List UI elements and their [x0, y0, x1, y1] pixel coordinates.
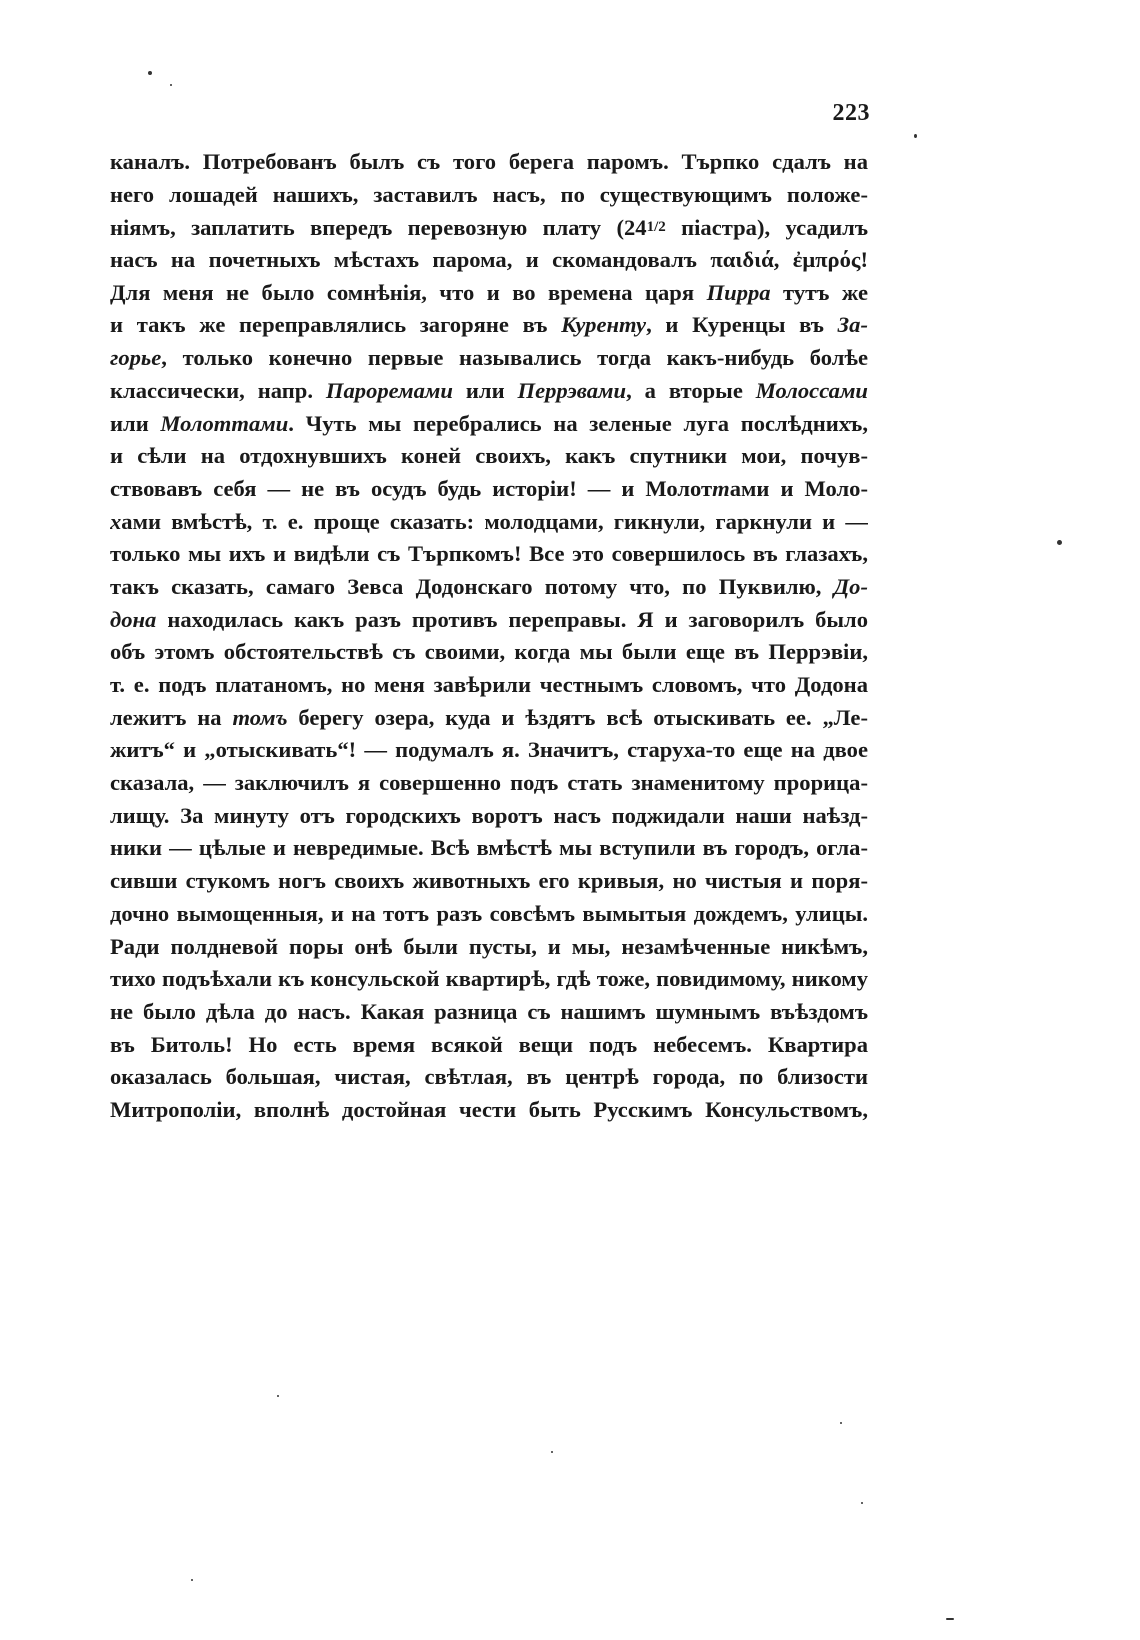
italic-name: горье: [110, 345, 162, 371]
text-line: [110, 342, 868, 375]
page-number: 223: [832, 100, 870, 126]
text-run: въ Битоль! Но есть время всякой вещи подъ небесемъ. Квартира: [110, 1031, 868, 1057]
text-run: находилась какъ разъ противъ переправы. Я и заговорилъ было: [156, 606, 868, 632]
text-run: лищу. За минуту отъ городскихъ воротъ насъ поджидали наши наѣзд-: [110, 802, 868, 828]
italic-name: дона: [110, 606, 157, 632]
text-run: ніямъ, заплатить впередъ перевозную плату (24: [110, 215, 647, 241]
italic-letter: х: [110, 508, 122, 534]
fraction: 1/2: [646, 219, 666, 236]
text-run: него лошадей нашихъ, заставилъ насъ, по существующимъ положе-: [110, 181, 868, 207]
text-run: ствовавъ себя — не въ осудъ будь исторіи! — и Молот: [110, 475, 713, 501]
text-run: берегу озера, куда и ѣздятъ всѣ отыскивать ее. „Ле-: [287, 704, 868, 730]
text-run: Митрополіи, вполнѣ достойная чести быть Русскимъ Консульствомъ,: [110, 1096, 868, 1122]
text-line: [110, 211, 868, 244]
text-line: [110, 734, 868, 767]
text-run: Для меня не было сомнѣнія, что и во времена царя: [110, 279, 707, 305]
text-run: ами и Моло-: [729, 475, 868, 501]
text-run: или: [110, 410, 161, 436]
italic-name: Молоттами: [160, 410, 289, 436]
text-run: классически, напр.: [110, 377, 326, 403]
text-run: лежитъ на: [110, 704, 233, 730]
italic-name: Перрэвами: [517, 377, 627, 403]
text-line: [110, 604, 868, 637]
text-run: , и Куренцы въ: [646, 312, 838, 338]
text-run: объ этомъ обстоятельствѣ съ своими, когда мы были еще въ Перрэвіи,: [110, 639, 868, 665]
scan-speck: [914, 134, 917, 138]
text-run: ами вмѣстѣ, т. е. проще сказать: молодцами, гикнули, гаркнули и —: [121, 508, 868, 534]
text-line: [110, 506, 868, 539]
text-line: [110, 571, 868, 604]
text-line: [110, 408, 868, 441]
text-line: [110, 309, 868, 342]
text-run: , только конечно первые назывались тогда какъ-нибудь болѣе: [161, 345, 868, 371]
text-run: сивши стукомъ ногъ своихъ животныхъ его кривыя, но чистыя и поря-: [110, 868, 868, 894]
text-line: [110, 767, 868, 800]
text-run: и такъ же переправлялись загоряне въ: [110, 312, 562, 338]
text-run: . Чуть мы перебрались на зеленые луга послѣднихъ,: [288, 410, 868, 436]
text-line: [110, 473, 868, 506]
italic-letter: т: [712, 475, 730, 501]
text-line: [110, 702, 868, 735]
text-line: [110, 538, 868, 571]
text-run: дочно вымощенныя, и на тотъ разъ совсѣмъ вымытыя дождемъ, улицы.: [110, 900, 868, 926]
text-run: житъ“ и „отыскивать“! — подумалъ я. Значитъ, старуха-то еще на двое: [110, 737, 868, 763]
italic-name: Куренту: [561, 312, 647, 338]
text-run: сказала, — заключилъ я совершенно подъ стать знаменитому прорица-: [110, 770, 868, 796]
text-line: [110, 636, 868, 669]
text-run: оказалась большая, чистая, свѣтлая, въ центрѣ города, по близости: [110, 1064, 868, 1090]
text-run: т. е. подъ платаномъ, но меня завѣрили честнымъ словомъ, что Додона: [110, 672, 868, 697]
scan-speck: [170, 84, 172, 86]
text-run: тутъ же: [770, 279, 868, 305]
text-line: [110, 1029, 868, 1062]
scan-speck: [861, 1502, 863, 1504]
text-line: [110, 375, 868, 408]
text-run: насъ на почетныхъ мѣстахъ парома, и скомандовалъ παιδιά, ἐμπρός!: [110, 247, 868, 273]
text-line: [110, 1094, 868, 1127]
text-line: [110, 146, 868, 179]
text-line: [110, 996, 868, 1029]
text-run: или: [452, 377, 518, 403]
text-line: [110, 440, 868, 473]
scan-speck: [946, 1618, 954, 1620]
scan-speck: [191, 1579, 193, 1581]
text-run: не было дѣла до насъ. Какая разница съ нашимъ шумнымъ въѣздомъ: [110, 998, 868, 1024]
italic-name: Пирра: [706, 279, 771, 305]
text-run: такъ сказать, самаго Зевса Додонскаго потому что, по Пуквилю,: [110, 573, 834, 599]
italic-word: томъ: [232, 704, 288, 730]
italic-name: Молоссами: [755, 377, 868, 403]
scan-speck: [277, 1395, 279, 1397]
text-line: [110, 931, 868, 964]
text-run: тихо подъѣхали къ консульской квартирѣ, гдѣ тоже, повидимому, никому: [110, 966, 868, 992]
text-line: [110, 669, 868, 702]
text-run: , а вторые: [626, 377, 756, 403]
scan-speck: [1057, 540, 1062, 545]
italic-name: За-: [837, 312, 868, 338]
text-line: [110, 277, 868, 310]
text-line: [110, 244, 868, 277]
text-line: [110, 898, 868, 931]
italic-name: До-: [833, 573, 868, 599]
italic-name: Пароремами: [325, 377, 453, 403]
text-run: ники — цѣлые и невредимые. Всѣ вмѣстѣ мы вступили въ городъ, огла-: [110, 835, 868, 861]
text-run: только мы ихъ и видѣли съ Търпкомъ! Все это совершилось въ глазахъ,: [110, 541, 868, 567]
text-line: [110, 865, 868, 898]
text-run: піастра), усадилъ: [665, 215, 868, 241]
text-line: [110, 800, 868, 833]
body-text: [110, 146, 868, 1127]
text-run: каналъ. Потребованъ былъ съ того берега паромъ. Търпко сдалъ на: [110, 149, 868, 174]
text-run: Ради полдневой поры онѣ были пусты, и мы, незамѣченные никѣмъ,: [110, 933, 868, 959]
scan-speck: [840, 1422, 842, 1424]
text-line: [110, 832, 868, 865]
text-line: [110, 179, 868, 212]
text-line: [110, 1061, 868, 1094]
scan-speck: [551, 1451, 553, 1453]
scan-speck: [148, 71, 152, 75]
text-run: и сѣли на отдохнувшихъ коней своихъ, какъ спутники мои, почув-: [110, 443, 868, 469]
text-line: [110, 963, 868, 996]
